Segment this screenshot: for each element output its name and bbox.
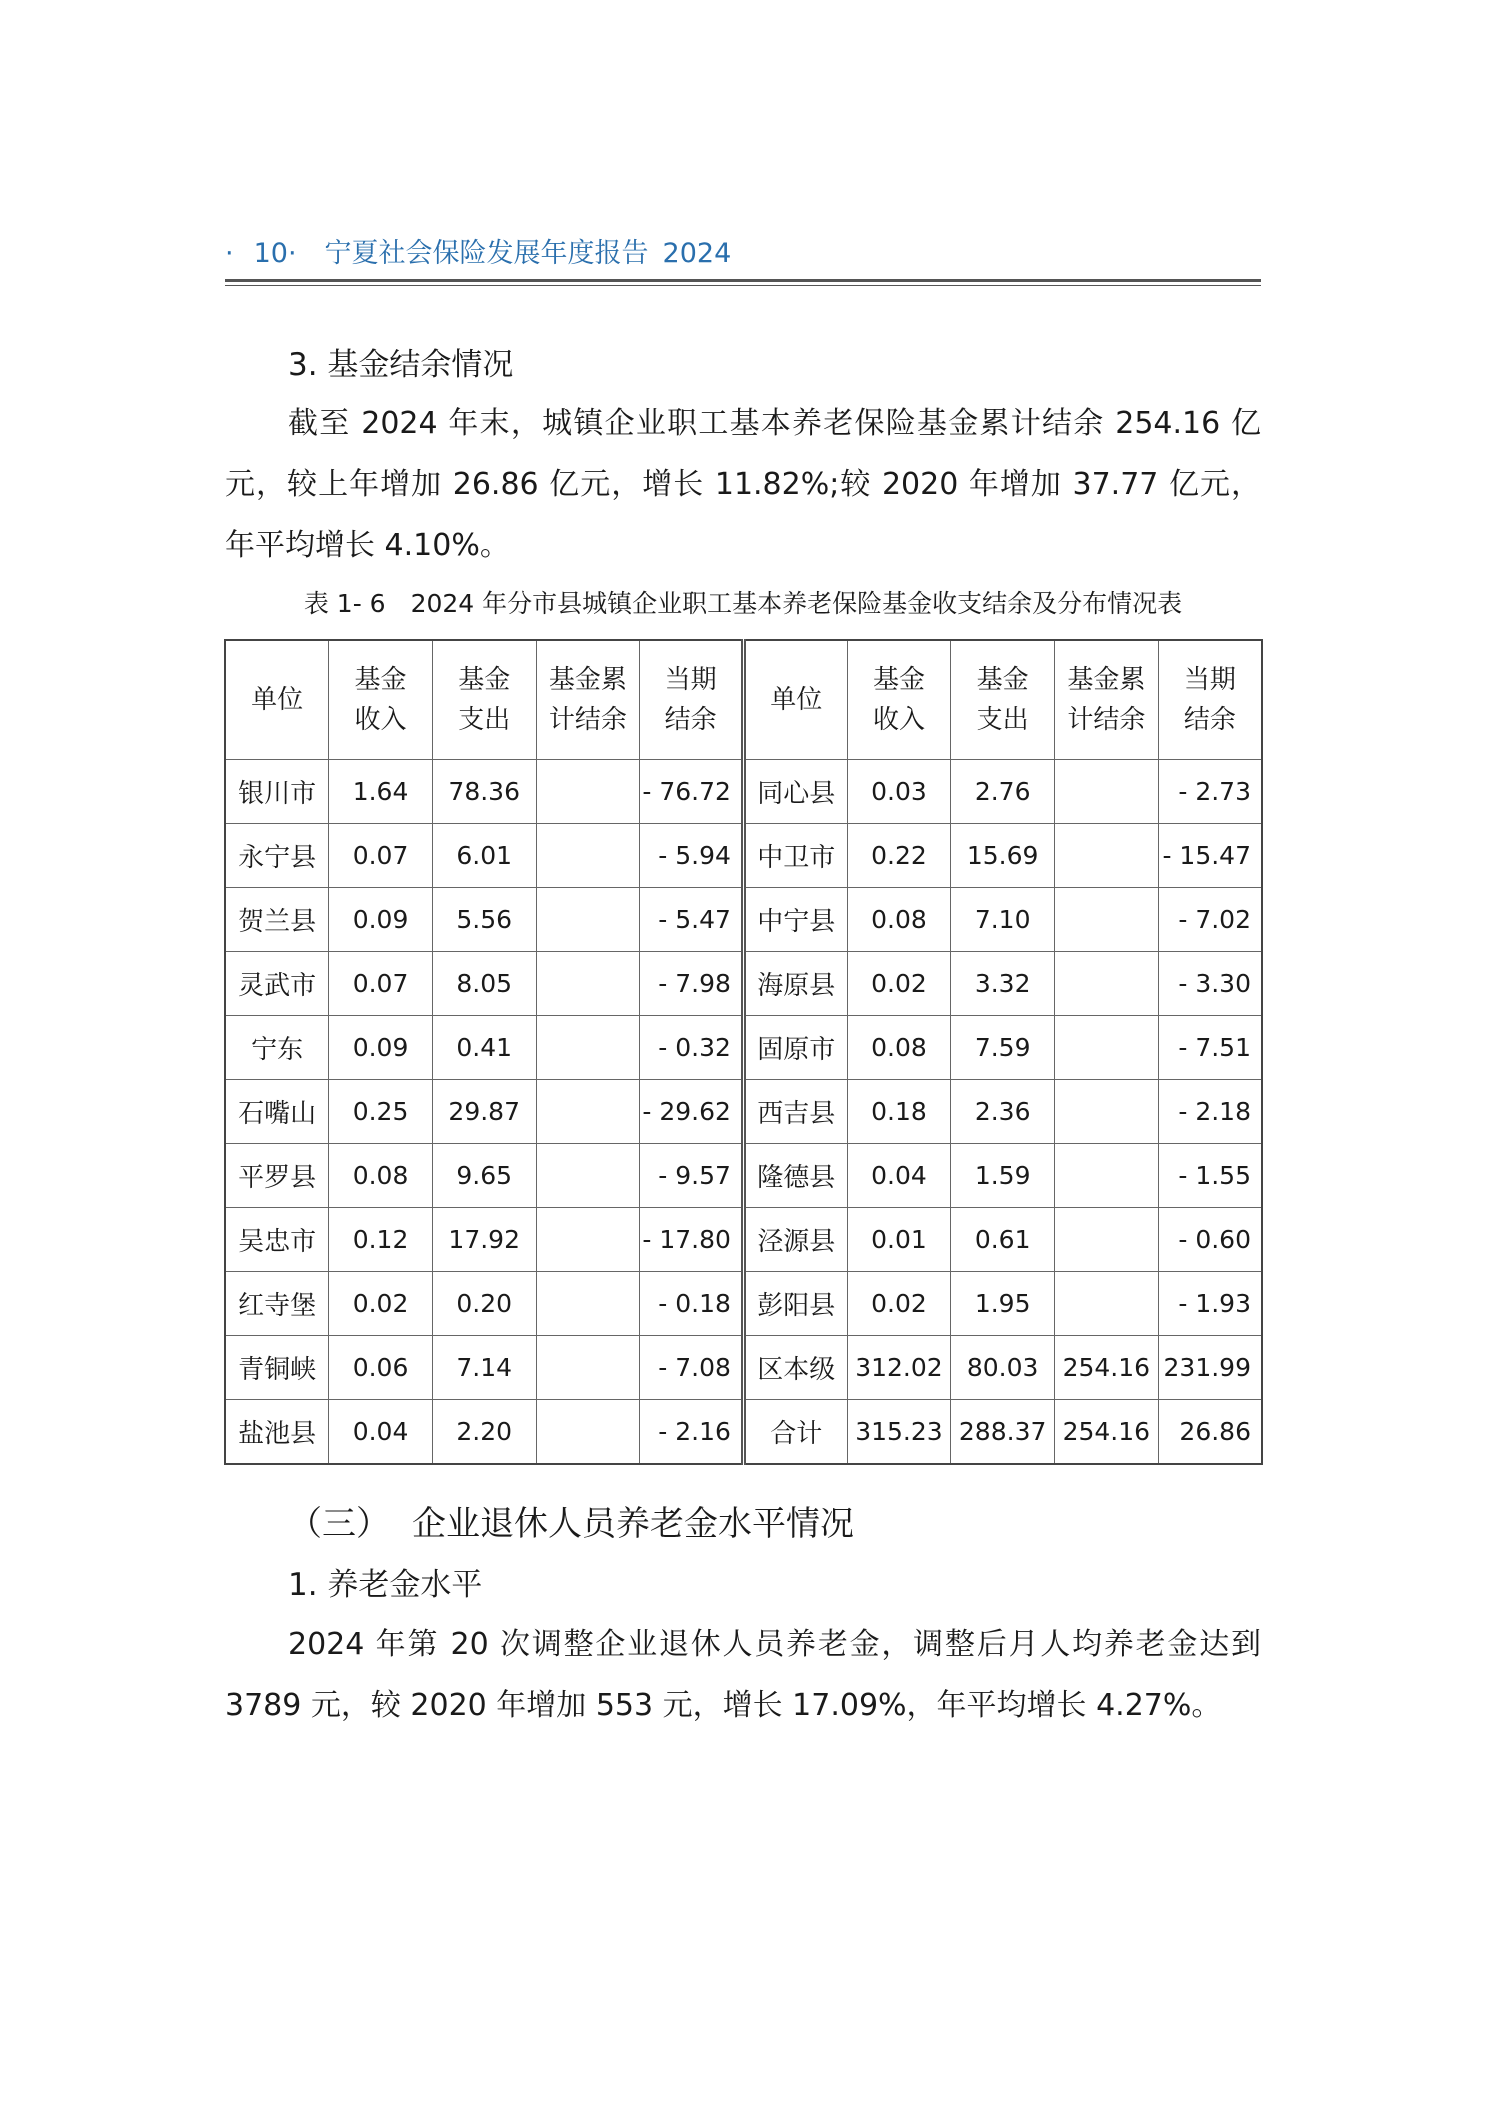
- value-cell: 0.22: [847, 824, 951, 888]
- unit-cell: 中卫市: [743, 824, 847, 888]
- value-cell: - 5.47: [640, 888, 744, 952]
- value-cell: 1.59: [951, 1144, 1055, 1208]
- value-cell: - 0.18: [640, 1272, 744, 1336]
- value-cell: 1.95: [951, 1272, 1055, 1336]
- value-cell: - 7.02: [1158, 888, 1262, 952]
- value-cell: 0.20: [432, 1272, 536, 1336]
- value-cell: - 29.62: [640, 1080, 744, 1144]
- value-cell: 8.05: [432, 952, 536, 1016]
- value-cell: [536, 824, 640, 888]
- unit-cell: 石嘴山: [225, 1080, 329, 1144]
- value-cell: 0.18: [847, 1080, 951, 1144]
- value-cell: 0.07: [329, 952, 433, 1016]
- value-cell: 0.04: [847, 1144, 951, 1208]
- value-cell: 0.08: [847, 888, 951, 952]
- unit-cell: 贺兰县: [225, 888, 329, 952]
- unit-cell: 银川市: [225, 760, 329, 824]
- table-row: [225, 824, 1262, 888]
- value-cell: 7.10: [951, 888, 1055, 952]
- fund-distribution-table: [224, 639, 1263, 1465]
- value-cell: - 9.57: [640, 1144, 744, 1208]
- unit-cell: 固原市: [743, 1016, 847, 1080]
- subsection-text: 企业退休人员养老金水平情况: [412, 1504, 854, 1544]
- value-cell: 0.12: [329, 1208, 433, 1272]
- value-cell: [536, 760, 640, 824]
- subsection-number: （三）: [288, 1504, 390, 1544]
- column-header: 当期 结余: [1158, 640, 1262, 760]
- unit-cell: 彭阳县: [743, 1272, 847, 1336]
- value-cell: [536, 1208, 640, 1272]
- header-rule-thick: [225, 279, 1261, 282]
- value-cell: 231.99: [1158, 1336, 1262, 1400]
- column-header: 基金 支出: [951, 640, 1055, 760]
- value-cell: 0.02: [329, 1272, 433, 1336]
- value-cell: 1.64: [329, 760, 433, 824]
- table-row: [225, 1208, 1262, 1272]
- table-body: [225, 760, 1262, 1465]
- value-cell: 312.02: [847, 1336, 951, 1400]
- value-cell: 315.23: [847, 1400, 951, 1465]
- value-cell: [536, 1272, 640, 1336]
- value-cell: 3.32: [951, 952, 1055, 1016]
- unit-cell: 隆德县: [743, 1144, 847, 1208]
- value-cell: - 7.51: [1158, 1016, 1262, 1080]
- table-row: [225, 952, 1262, 1016]
- value-cell: [1055, 1016, 1159, 1080]
- value-cell: 78.36: [432, 760, 536, 824]
- value-cell: - 1.55: [1158, 1144, 1262, 1208]
- value-cell: - 17.80: [640, 1208, 744, 1272]
- unit-cell: 灵武市: [225, 952, 329, 1016]
- value-cell: 5.56: [432, 888, 536, 952]
- value-cell: - 5.94: [640, 824, 744, 888]
- value-cell: 26.86: [1158, 1400, 1262, 1465]
- value-cell: [1055, 760, 1159, 824]
- table-row: [225, 1080, 1262, 1144]
- table-row: [225, 1336, 1262, 1400]
- unit-cell: 中宁县: [743, 888, 847, 952]
- value-cell: - 15.47: [1158, 824, 1262, 888]
- page-header: [225, 236, 1261, 292]
- value-cell: [1055, 1208, 1159, 1272]
- table-header-row: [225, 640, 1262, 760]
- unit-cell: 海原县: [743, 952, 847, 1016]
- column-header: 当期 结余: [640, 640, 744, 760]
- value-cell: 254.16: [1055, 1400, 1159, 1465]
- value-cell: 0.06: [329, 1336, 433, 1400]
- column-header: 基金 收入: [329, 640, 433, 760]
- header-dot: ·: [225, 238, 234, 269]
- value-cell: - 0.32: [640, 1016, 744, 1080]
- value-cell: 0.09: [329, 1016, 433, 1080]
- value-cell: [536, 888, 640, 952]
- unit-cell: 盐池县: [225, 1400, 329, 1465]
- value-cell: 0.09: [329, 888, 433, 952]
- value-cell: [536, 1080, 640, 1144]
- table-row: [225, 888, 1262, 952]
- value-cell: 15.69: [951, 824, 1055, 888]
- table-row: [225, 760, 1262, 824]
- value-cell: 0.01: [847, 1208, 951, 1272]
- value-cell: - 0.60: [1158, 1208, 1262, 1272]
- value-cell: - 7.98: [640, 952, 744, 1016]
- value-cell: 0.25: [329, 1080, 433, 1144]
- header-line: [225, 236, 731, 272]
- value-cell: 17.92: [432, 1208, 536, 1272]
- table-caption: 表 1- 6 2024 年分市县城镇企业职工基本养老保险基金收支结余及分布情况表: [303, 589, 1183, 618]
- pension-level-paragraph: 2024 年第 20 次调整企业退休人员养老金，调整后月人均养老金达到 3789 元，较 2020 年增加 553 元，增长 17.09%，年平均增长 4.27%。: [225, 1627, 1261, 1723]
- unit-cell: 永宁县: [225, 824, 329, 888]
- value-cell: [536, 1144, 640, 1208]
- section-title-fund-balance: 3. 基金结余情况: [288, 347, 514, 383]
- value-cell: 0.02: [847, 1272, 951, 1336]
- column-header: 单位: [225, 640, 329, 760]
- column-header: 基金累 计结余: [536, 640, 640, 760]
- value-cell: 254.16: [1055, 1336, 1159, 1400]
- report-year: 2024: [662, 238, 732, 269]
- value-cell: 7.59: [951, 1016, 1055, 1080]
- value-cell: [536, 952, 640, 1016]
- value-cell: 0.08: [847, 1016, 951, 1080]
- value-cell: - 3.30: [1158, 952, 1262, 1016]
- column-header: 基金 收入: [847, 640, 951, 760]
- table-row: [225, 1400, 1262, 1465]
- subsection-title-pension-level: [288, 1500, 854, 1548]
- unit-cell: 青铜峡: [225, 1336, 329, 1400]
- value-cell: - 76.72: [640, 760, 744, 824]
- unit-cell: 西吉县: [743, 1080, 847, 1144]
- value-cell: 9.65: [432, 1144, 536, 1208]
- header-rule-thin: [225, 285, 1261, 286]
- value-cell: [1055, 1080, 1159, 1144]
- value-cell: 0.02: [847, 952, 951, 1016]
- value-cell: [536, 1016, 640, 1080]
- value-cell: 2.76: [951, 760, 1055, 824]
- value-cell: 80.03: [951, 1336, 1055, 1400]
- table-row: [225, 1016, 1262, 1080]
- value-cell: [1055, 888, 1159, 952]
- unit-cell: 吴忠市: [225, 1208, 329, 1272]
- column-header: 基金累 计结余: [1055, 640, 1159, 760]
- unit-cell: 合计: [743, 1400, 847, 1465]
- value-cell: - 2.73: [1158, 760, 1262, 824]
- value-cell: 2.36: [951, 1080, 1055, 1144]
- unit-cell: 泾源县: [743, 1208, 847, 1272]
- value-cell: 0.41: [432, 1016, 536, 1080]
- value-cell: - 2.18: [1158, 1080, 1262, 1144]
- column-header: 基金 支出: [432, 640, 536, 760]
- value-cell: [1055, 1144, 1159, 1208]
- value-cell: 6.01: [432, 824, 536, 888]
- value-cell: [536, 1400, 640, 1465]
- value-cell: 29.87: [432, 1080, 536, 1144]
- column-header: 单位: [743, 640, 847, 760]
- value-cell: [1055, 824, 1159, 888]
- value-cell: 0.03: [847, 760, 951, 824]
- value-cell: - 1.93: [1158, 1272, 1262, 1336]
- unit-cell: 宁东: [225, 1016, 329, 1080]
- unit-cell: 区本级: [743, 1336, 847, 1400]
- value-cell: [536, 1336, 640, 1400]
- report-title: 宁夏社会保险发展年度报告: [324, 238, 649, 269]
- page-number: 10·: [253, 238, 297, 269]
- unit-cell: 平罗县: [225, 1144, 329, 1208]
- value-cell: [1055, 952, 1159, 1016]
- value-cell: 288.37: [951, 1400, 1055, 1465]
- value-cell: 0.61: [951, 1208, 1055, 1272]
- unit-cell: 红寺堡: [225, 1272, 329, 1336]
- unit-cell: 同心县: [743, 760, 847, 824]
- value-cell: 0.07: [329, 824, 433, 888]
- value-cell: 2.20: [432, 1400, 536, 1465]
- subsub-title-pension-level: 1. 养老金水平: [288, 1567, 483, 1603]
- value-cell: - 7.08: [640, 1336, 744, 1400]
- value-cell: [1055, 1272, 1159, 1336]
- table-row: [225, 1272, 1262, 1336]
- table-row: [225, 1144, 1262, 1208]
- value-cell: 0.08: [329, 1144, 433, 1208]
- value-cell: 0.04: [329, 1400, 433, 1465]
- value-cell: 7.14: [432, 1336, 536, 1400]
- fund-balance-paragraph: 截至 2024 年末，城镇企业职工基本养老保险基金累计结余 254.16 亿元，较上年增加 26.86 亿元，增长 11.82%;较 2020 年增加 37.77 亿元，年平均增长 4.10%。: [225, 406, 1261, 563]
- value-cell: - 2.16: [640, 1400, 744, 1465]
